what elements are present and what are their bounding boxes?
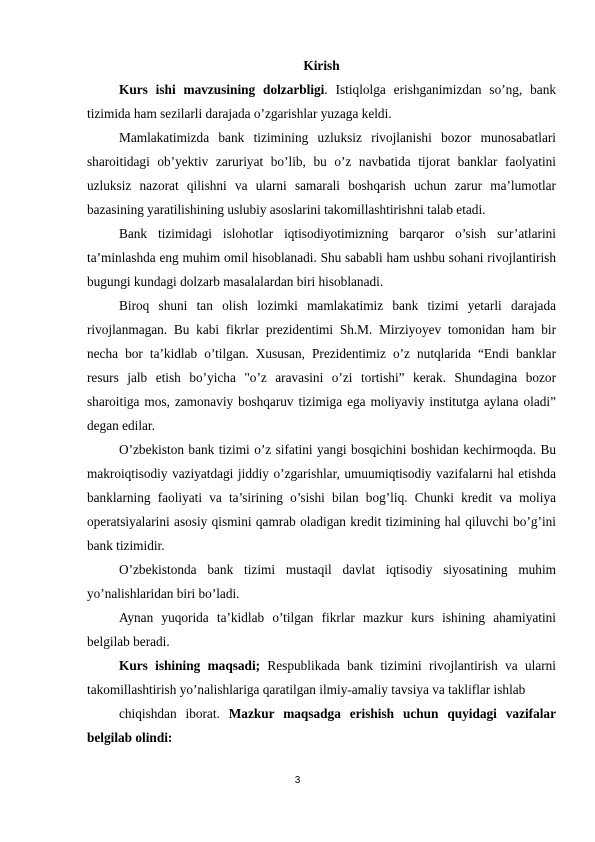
document-page xyxy=(87,54,556,750)
paragraph-importance: Aynan yuqorida ta’kidlab o’tilgan fikrlar mazkur kurs ishining ahamiyatini belgilab beradi. xyxy=(87,610,556,649)
paragraph-banking-development: Mamlakatimizda bank tizimining uzluksiz rivojlanishi bozor munosabatlari sharoitidagi ob’yektiv zaruriyat bo’lib, bu o’z navbatida tijorat banklar faolyatini uzluksiz nazorat qilishni va ularni samarali boshqarish uchun zarur ma’lumotlar bazasining yaratilishining uslubiy asoslarini takomillashtirishni talab etadi. xyxy=(87,130,556,217)
tasks-text: chiqishdan iborat. xyxy=(119,706,229,721)
relevance-text: . Istiqlolga erishganimizdan so’ng, bank tizimida ham sezilarli darajada o’zgarishlar yuzaga keldi. xyxy=(87,82,556,121)
paragraph-tasks xyxy=(87,702,556,750)
paragraph-president-quote: Biroq shuni tan olish lozimki mamlakatimiz bank tizimi yetarli darajada rivojlanmagan. Bu kabi fikrlar prezidentimi Sh.M. Mirziyoyev tomonidan ham bir necha bor ta’kidlab o’tilgan. Xususan, Prezidentimiz o’z nutqlarida “Endi banklar resurs jalb etish bo’yicha "o’z aravasini o’zi tortishi” kerak. Shundagina bozor sharoitiga mos, zamonaviy boshqaruv tizimiga ega moliyaviy institutga aylana oladi” degan edilar. xyxy=(87,298,556,433)
paragraph-state-policy: O’zbekistonda bank tizimi mustaqil davlat iqtisodiy siyosatining muhim yo’nalishlaridan biri bo’ladi. xyxy=(87,562,556,601)
paragraph-goal xyxy=(87,654,556,702)
goal-heading: Kurs ishining maqsadi; xyxy=(119,658,261,673)
page-title: Kirish xyxy=(303,58,340,73)
page-number: 3 xyxy=(294,775,301,786)
paragraph-reforms: Bank tizimidagi islohotlar iqtisodiyotimizning barqaror o’sish sur’atlarini ta’minlashda eng muhim omil hisoblanadi. Shu sababli ham ushbu sohani rivojlantirish bugungi kundagi dolzarb masalalardan biri hisoblanadi. xyxy=(87,226,556,289)
paragraph-relevance xyxy=(87,78,556,126)
relevance-heading: Kurs ishi mavzusining dolzarbligi xyxy=(119,82,325,97)
tasks-heading: Mazkur maqsadga erishish uchun quyidagi vazifalar belgilab olindi: xyxy=(87,706,556,745)
goal-text: Respublikada bank tizimini rivojlantirish va ularni takomillashtirish yo’nalishlariga qaratilgan ilmiy-amaliy tavsiya va takliflar ishlab xyxy=(87,658,556,697)
paragraph-bank-system-stage: O’zbekiston bank tizimi o’z sifatini yangi bosqichini boshidan kechirmoqda. Bu makroiqtisodiy vaziyatdagi jiddiy o’zgarishlar, umuumiqtisodiy vazifalarni hal etishda banklarning faoliyati va ta’sirining o’sishi bilan bog’liq. Chunki kredit va moliya operatsiyalarini asosiy qismini qamrab oladigan kredit tizimining hal qiluvchi bo’g’ini bank tizimidir. xyxy=(87,442,556,553)
